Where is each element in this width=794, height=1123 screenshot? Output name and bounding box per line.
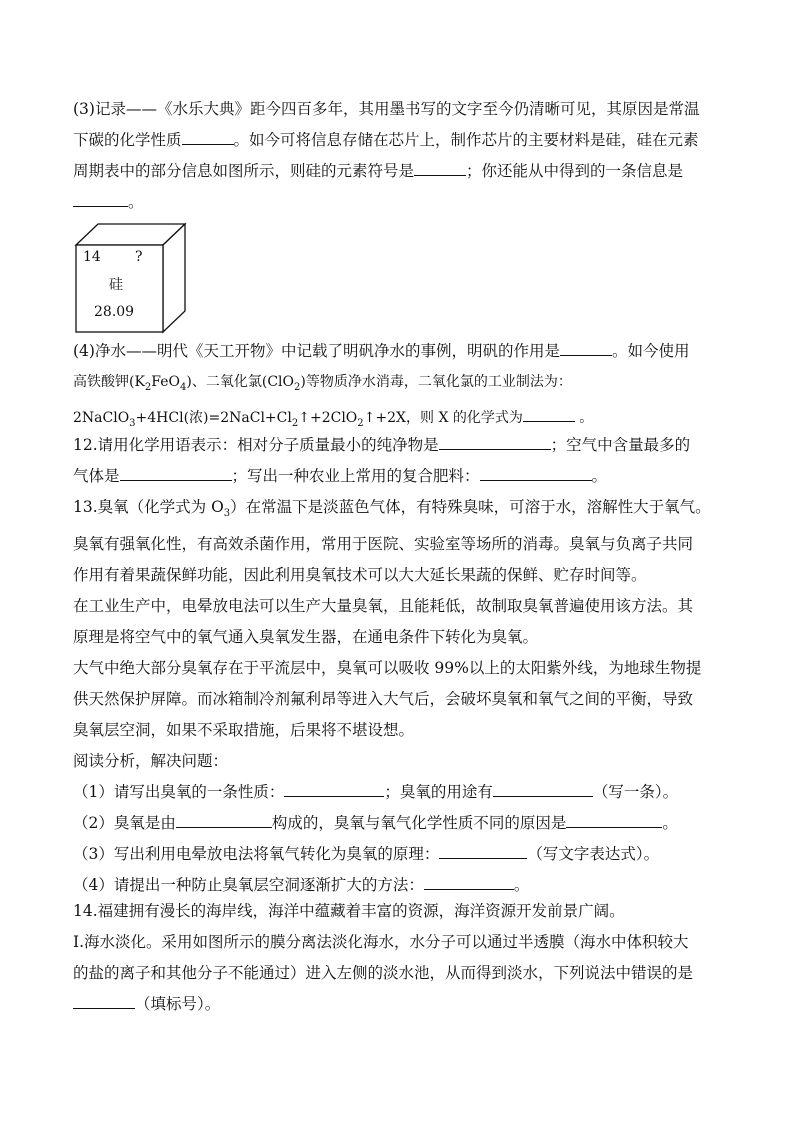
text-line: 臭氧层空洞，如果不采取措施，后果将不堪设想。 xyxy=(73,721,415,740)
answer-blank[interactable] xyxy=(176,809,272,828)
subscript: 3 xyxy=(129,417,136,429)
text-line: 原理是将空气中的氧气通入臭氧发生器，在通电条件下转化为臭氧。 xyxy=(73,628,539,647)
silicon-element-card xyxy=(73,222,188,334)
element-name: 硅 xyxy=(109,277,123,293)
subscript: 2 xyxy=(144,381,152,393)
text-segment: （3）写出利用电晕放电法将氧气转化为臭氧的原理： xyxy=(73,845,440,864)
text-segment: （写一条）。 xyxy=(592,783,679,802)
text-segment: +4HCl(浓)=2NaCl+Cl xyxy=(135,409,292,426)
text-segment: 。 xyxy=(128,193,144,211)
answer-blank[interactable] xyxy=(560,337,612,356)
subscript: 3 xyxy=(223,508,231,520)
answer-blank[interactable] xyxy=(480,462,592,481)
sub-question-2 xyxy=(73,808,733,839)
answer-blank[interactable] xyxy=(493,778,593,797)
text-line: 阅读分析，解决问题： xyxy=(73,752,229,771)
element-symbol: ? xyxy=(135,249,143,265)
text-line xyxy=(73,187,733,218)
text-line: 臭氧有强氧化性，有高效杀菌作用，常用于医院、实验室等场所的消毒。臭氧与负离子共同 xyxy=(73,535,694,554)
sub-question-1 xyxy=(73,777,733,808)
text-segment: （填标号）。 xyxy=(135,995,221,1013)
text-segment: 。 xyxy=(662,814,678,833)
text-line xyxy=(73,461,733,492)
text-line xyxy=(73,125,733,156)
atomic-number: 14 xyxy=(83,249,101,265)
text-segment: (4)净水——明代《天工开物》中记载了明矾净水的事例，明矾的作用是 xyxy=(73,342,560,360)
text-segment: ；你还能从中得到的一条信息是 xyxy=(466,162,684,180)
answer-blank[interactable] xyxy=(424,871,514,890)
text-line: 14.福建拥有漫长的海岸线，海洋中蕴藏着丰富的资源，海洋资源开发前景广阔。 xyxy=(73,902,625,920)
question-11-part-3 xyxy=(73,94,733,218)
text-segment: 构成的，臭氧与氧气化学性质不同的原因是 xyxy=(271,814,567,833)
text-segment: 下碳的化学性质 xyxy=(73,131,182,149)
answer-blank[interactable] xyxy=(73,990,135,1009)
answer-blank[interactable] xyxy=(439,840,527,859)
text-segment: 气体是 xyxy=(73,467,120,485)
text-segment: ↑+2X，则 X 的化学式为 xyxy=(363,409,523,426)
text-segment: （2）臭氧是由 xyxy=(73,814,176,833)
text-segment: ）在常温下是淡蓝色气体，有特殊臭味，可溶于水，溶解性大于氧气。 xyxy=(230,498,711,516)
text-segment: ；臭氧的用途有 xyxy=(384,783,493,802)
subscript: 2 xyxy=(291,417,299,429)
answer-blank[interactable] xyxy=(73,188,128,207)
text-segment: 。如今可将信息存储在芯片上，制作芯片的主要材料是硅，硅在元素 xyxy=(233,131,699,149)
answer-blank[interactable] xyxy=(523,403,575,422)
answer-blank[interactable] xyxy=(182,126,234,145)
text-segment: 周期表中的部分信息如图所示，则硅的元素符号是 xyxy=(73,162,415,180)
text-segment: （4）请提出一种防止臭氧层空洞逐渐扩大的方法： xyxy=(73,876,424,895)
text-segment: （1）请写出臭氧的一条性质： xyxy=(73,783,285,802)
text-line: 作用有着果蔬保鲜功能，因此利用臭氧技术可以大大延长果蔬的保鲜、贮存时间等。 xyxy=(73,566,647,585)
text-line: 在工业生产中，电晕放电法可以生产大量臭氧，且能耗低，故制取臭氧普遍使用该方法。其 xyxy=(73,597,694,616)
text-line xyxy=(73,492,733,529)
text-segment: 。如今使用 xyxy=(611,342,690,360)
text-segment: 高铁酸钾(K xyxy=(73,374,145,390)
question-12 xyxy=(73,430,733,492)
text-line: 供天然保护屏障。而冰箱制冷剂氟利昂等进入大气后，会破坏臭氧和氧气之间的平衡，导致 xyxy=(73,690,694,709)
text-segment: 。 xyxy=(574,409,594,426)
text-line xyxy=(73,989,733,1020)
text-line: Ⅰ.海水淡化。采用如图所示的膜分离法淡化海水，水分子可以通过半透膜（海水中体积较大 xyxy=(73,933,689,951)
text-segment: 12.请用化学用语表示：相对分子质量最小的纯净物是 xyxy=(73,436,439,454)
text-segment: )、二氧化氯(ClO xyxy=(186,374,294,390)
text-segment: ；写出一种农业上常用的复合肥料： xyxy=(231,467,480,485)
subscript: 4 xyxy=(180,381,187,393)
answer-blank[interactable] xyxy=(566,809,662,828)
subscript: 2 xyxy=(357,417,364,429)
text-line: 大气中绝大部分臭氧存在于平流层中，臭氧可以吸收 99%以上的太阳紫外线，为地球生物提 xyxy=(73,659,702,678)
question-13 xyxy=(73,492,733,901)
text-segment: FeO xyxy=(151,374,181,390)
question-14 xyxy=(73,896,733,1020)
atomic-mass: 28.09 xyxy=(94,304,135,320)
text-line xyxy=(73,336,733,367)
answer-blank[interactable] xyxy=(439,431,551,450)
text-segment: )等物质净水消毒，二氧化氯的工业制法为： xyxy=(300,374,572,390)
text-line: (3)记录——《水乐大典》距今四百多年，其用墨书写的文字至今仍清晰可见，其原因是常温 xyxy=(73,100,700,118)
answer-blank[interactable] xyxy=(414,157,466,176)
text-line xyxy=(73,156,733,187)
text-segment: 。 xyxy=(591,467,608,485)
text-segment: ↑+2ClO xyxy=(298,409,358,426)
subscript: 2 xyxy=(293,381,301,393)
sub-question-3 xyxy=(73,839,733,870)
text-line: 的盐的离子和其他分子不能通过）进入左侧的淡水池，从而得到淡水，下列说法中错误的是 xyxy=(73,964,694,982)
text-segment: 。 xyxy=(513,876,530,895)
text-segment: （写文字表达式）。 xyxy=(527,845,660,864)
text-segment: 2NaClO xyxy=(73,409,130,426)
question-11-part-4 xyxy=(73,336,733,439)
answer-blank[interactable] xyxy=(284,778,384,797)
answer-blank[interactable] xyxy=(120,462,232,481)
text-line xyxy=(73,367,733,403)
text-line xyxy=(73,430,733,461)
text-segment: 13.臭氧（化学式为 O xyxy=(73,498,224,516)
text-segment: ；空气中含量最多的 xyxy=(550,436,691,454)
